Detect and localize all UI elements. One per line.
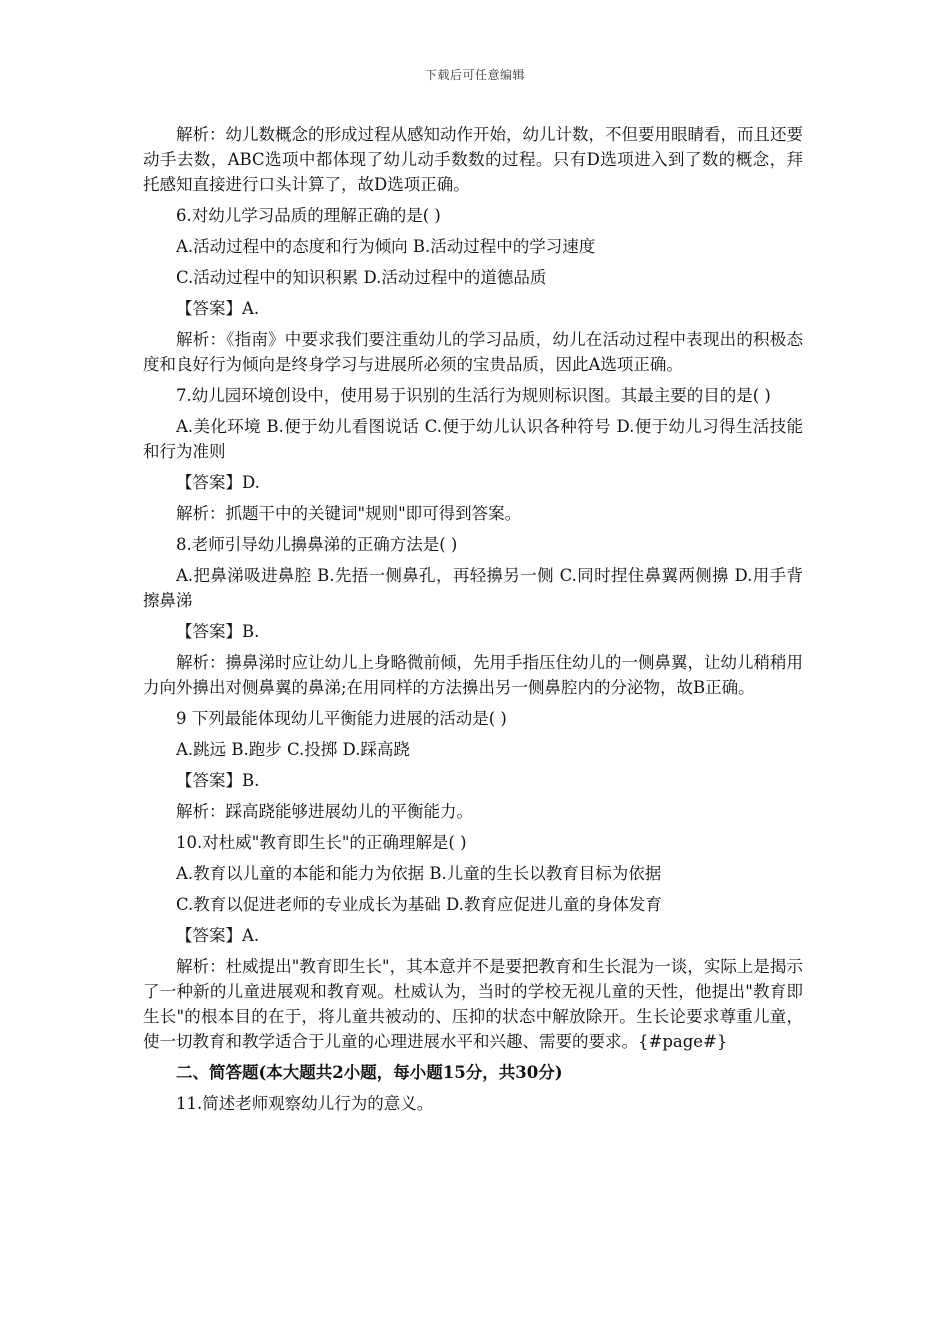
question-9: 9 下列最能体现幼儿平衡能力进展的活动是( ) xyxy=(176,709,507,728)
question-6: 6.对幼儿学习品质的理解正确的是( ) xyxy=(176,206,441,225)
answer-8: 【答案】B. xyxy=(176,622,260,641)
analysis-10: 解析：杜威提出"教育即生长"，其本意并不是要把教育和生长混为一谈，实际上是揭示了一种新的儿童进展观和教育观。杜威认为，当时的学校无视儿童的天性，他提出"教育即生长"的根本目的在于，将儿童共被动的、压抑的状态中解放除开。生长论要求尊重儿童，使一切教育和教学适合于儿童的心理进展水平和兴趣、需要的要求。{#page#} xyxy=(143,957,803,1051)
question-10-options-cd: C.教育以促进老师的专业成长为基础 D.教育应促进儿童的身体发育 xyxy=(176,895,662,914)
question-6-options-cd: C.活动过程中的知识积累 D.活动过程中的道德品质 xyxy=(176,268,547,287)
analysis-7: 解析：抓题干中的关键词"规则"即可得到答案。 xyxy=(176,504,522,523)
analysis-9: 解析：踩高跷能够进展幼儿的平衡能力。 xyxy=(176,802,473,821)
question-11: 11.简述老师观察幼儿行为的意义。 xyxy=(176,1094,434,1113)
question-8: 8.老师引导幼儿擤鼻涕的正确方法是( ) xyxy=(176,535,458,554)
question-7: 7.幼儿园环境创设中，使用易于识别的生活行为规则标识图。其最主要的目的是( ) xyxy=(176,386,771,405)
answer-9: 【答案】B. xyxy=(176,771,260,790)
answer-6: 【答案】A. xyxy=(176,299,260,318)
section-heading-short-answer: 二、简答题(本大题共2小题，每小题15分，共30分) xyxy=(176,1063,563,1082)
question-7-options: A.美化环境 B.便于幼儿看图说话 C.便于幼儿认识各种符号 D.便于幼儿习得生活技能和行为准则 xyxy=(143,417,803,461)
page-header: 下载后可任意编辑 xyxy=(424,68,525,82)
answer-7: 【答案】D. xyxy=(176,473,260,492)
question-10-options-ab: A.教育以儿童的本能和能力为依据 B.儿童的生长以教育目标为依据 xyxy=(176,864,662,883)
question-6-options-ab: A.活动过程中的态度和行为倾向 B.活动过程中的学习速度 xyxy=(176,237,596,256)
question-9-options: A.跳远 B.跑步 C.投掷 D.踩高跷 xyxy=(176,740,410,759)
analysis-8: 解析：擤鼻涕时应让幼儿上身略微前倾，先用手指压住幼儿的一侧鼻翼，让幼儿稍稍用力向外擤出对侧鼻翼的鼻涕;在用同样的方法擤出另一侧鼻腔内的分泌物，故B正确。 xyxy=(143,653,803,697)
document-body xyxy=(143,122,803,1122)
analysis-6: 解析：《指南》中要求我们要注重幼儿的学习品质，幼儿在活动过程中表现出的积极态度和良好行为倾向是终身学习与进展所必须的宝贵品质，因此A选项正确。 xyxy=(143,330,803,374)
question-10: 10.对杜威"教育即生长"的正确理解是( ) xyxy=(176,833,467,852)
answer-10: 【答案】A. xyxy=(176,926,260,945)
question-8-options: A.把鼻涕吸进鼻腔 B.先捂一侧鼻孔，再轻擤另一侧 C.同时捏住鼻翼两侧擤 D.用手背擦鼻涕 xyxy=(143,566,803,610)
paragraph-analysis-5: 解析：幼儿数概念的形成过程从感知动作开始，幼儿计数，不但要用眼睛看，而且还要动手去数，ABC选项中都体现了幼儿动手数数的过程。只有D选项进入到了数的概念，拜托感知直接进行口头计算了，故D选项正确。 xyxy=(143,125,803,194)
